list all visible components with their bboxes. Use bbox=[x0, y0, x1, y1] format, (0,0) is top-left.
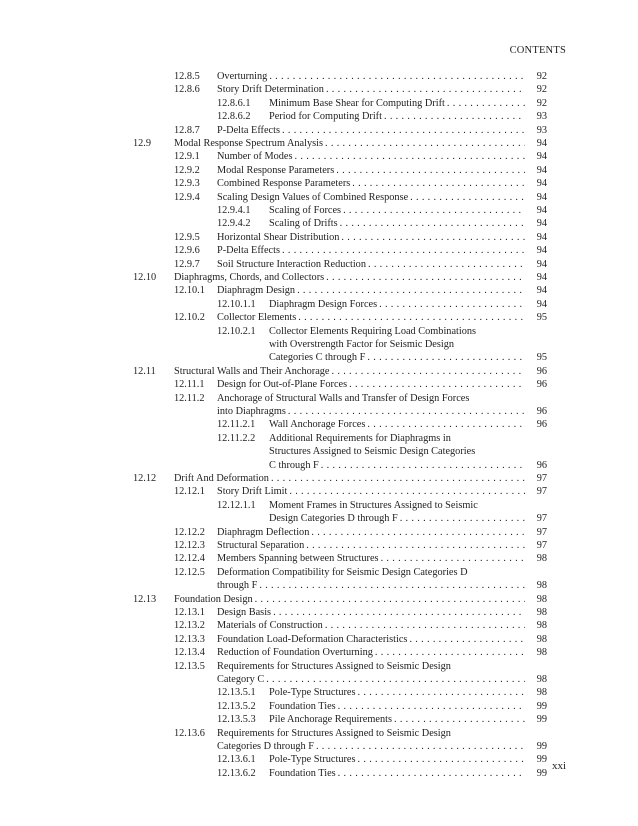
toc-line bbox=[0, 579, 638, 592]
leader-dots bbox=[338, 767, 525, 780]
leader-dots bbox=[332, 365, 526, 378]
toc-line bbox=[0, 459, 638, 472]
toc-entry-title: C through F . . . bbox=[269, 459, 525, 472]
leader-dots bbox=[282, 244, 525, 257]
toc-entry-title: into Diaphragms . . . bbox=[217, 405, 525, 418]
leader-dots bbox=[358, 686, 526, 699]
toc-line bbox=[0, 673, 638, 686]
leader-dots bbox=[338, 700, 525, 713]
toc-entry-title-line: Requirements for Structures Assigned to Seismic Design bbox=[217, 727, 451, 739]
leader-dots bbox=[394, 713, 525, 726]
toc-entry-page: 98 bbox=[536, 687, 547, 699]
toc-entry-title: Foundation Load-Deformation Characteristics . . . bbox=[217, 633, 525, 646]
leader-dots bbox=[379, 298, 525, 311]
toc-entry-title: Design Categories D through F . . . bbox=[269, 512, 525, 525]
toc-entry-title-line: Structures Assigned to Seismic Design Categories bbox=[269, 446, 476, 458]
toc-entry-title: Story Drift Limit . . . bbox=[217, 485, 525, 498]
leader-dots bbox=[368, 258, 525, 271]
toc-entry-title: Pile Anchorage Requirements . . . bbox=[269, 713, 525, 726]
toc-entry-title: Modal Response Spectrum Analysis . . . bbox=[174, 137, 525, 150]
toc-entry-number: 12.11.2 bbox=[174, 392, 205, 404]
leader-dots bbox=[410, 191, 525, 204]
leader-dots bbox=[282, 124, 525, 137]
toc-line bbox=[0, 83, 638, 96]
leader-dots bbox=[325, 137, 525, 150]
toc-entry-title: Diaphragm Deflection . . . bbox=[217, 526, 525, 539]
toc-entry-page: 97 bbox=[536, 473, 547, 484]
toc-entry-page: 94 bbox=[536, 245, 547, 257]
toc-entry-page: 94 bbox=[536, 191, 547, 203]
toc-entry-page: 94 bbox=[536, 151, 547, 163]
toc-entry-title: Diaphragm Design Forces . . . bbox=[269, 298, 525, 311]
toc-line bbox=[0, 392, 638, 405]
leader-dots bbox=[336, 164, 525, 177]
toc-entry-page: 98 bbox=[536, 607, 547, 618]
toc-entry-page: 97 bbox=[536, 526, 547, 538]
toc-entry-page: 94 bbox=[536, 272, 547, 283]
toc-entry-title-line: Collector Elements Requiring Load Combinations bbox=[269, 325, 477, 337]
toc-entry-title: Story Drift Determination . . . bbox=[217, 83, 525, 96]
toc-entry-title: Number of Modes . . . bbox=[217, 150, 525, 163]
toc-line bbox=[0, 365, 638, 378]
toc-entry-title: Foundation Ties . . . bbox=[269, 700, 525, 713]
toc-entry-number: 12.13 bbox=[133, 593, 157, 605]
toc-line bbox=[0, 646, 638, 659]
leader-dots bbox=[409, 633, 525, 646]
toc-line bbox=[0, 150, 638, 163]
toc-line bbox=[0, 700, 638, 713]
toc-entry-number: 12.13.5 bbox=[174, 660, 205, 672]
toc-entry-number: 12.9.6 bbox=[174, 245, 200, 257]
leader-dots bbox=[384, 110, 525, 123]
toc-entry-page: 94 bbox=[536, 178, 547, 190]
leader-dots bbox=[447, 97, 525, 110]
toc-line bbox=[0, 418, 638, 431]
toc-entry-number: 12.8.6.1 bbox=[217, 97, 251, 109]
leader-dots bbox=[269, 70, 525, 83]
leader-dots bbox=[326, 83, 525, 96]
toc-line bbox=[0, 124, 638, 137]
toc-entry-title: Horizontal Shear Distribution . . . bbox=[217, 231, 525, 244]
toc-line bbox=[0, 164, 638, 177]
toc-entry-page: 98 bbox=[536, 593, 547, 605]
toc-line bbox=[0, 499, 638, 512]
toc-line bbox=[0, 566, 638, 579]
toc-line bbox=[0, 686, 638, 699]
toc-entry-page: 99 bbox=[536, 754, 547, 766]
toc-line bbox=[0, 606, 638, 619]
toc-line bbox=[0, 231, 638, 244]
leader-dots bbox=[255, 593, 525, 606]
toc-entry-number: 12.12.2 bbox=[174, 526, 205, 538]
toc-entry-title-line: Requirements for Structures Assigned to Seismic Design bbox=[217, 660, 451, 672]
leader-dots bbox=[295, 150, 526, 163]
toc-entry-title: Diaphragm Design . . . bbox=[217, 284, 525, 297]
toc-line bbox=[0, 258, 638, 271]
toc-entry-number: 12.12.3 bbox=[174, 540, 205, 551]
toc-entry-title: Reduction of Foundation Overturning . . . bbox=[217, 646, 525, 659]
toc-entry-number: 12.11 bbox=[133, 365, 156, 377]
toc-line bbox=[0, 485, 638, 498]
toc-entry-title: Modal Response Parameters . . . bbox=[217, 164, 525, 177]
toc-line bbox=[0, 284, 638, 297]
toc-entry-title: Pole-Type Structures . . . bbox=[269, 686, 525, 699]
toc-entry-title: Design for Out-of-Plane Forces . . . bbox=[217, 378, 525, 391]
toc-entry-number: 12.12.1.1 bbox=[217, 499, 256, 511]
toc-entry-title: Drift And Deformation . . . bbox=[174, 472, 525, 485]
toc-entry-title: Pole-Type Structures . . . bbox=[269, 753, 525, 766]
toc-entry-number: 12.13.5.3 bbox=[217, 714, 256, 726]
toc-entry-number: 12.9.5 bbox=[174, 231, 200, 243]
toc-entry-page: 94 bbox=[536, 285, 547, 297]
toc-entry-title: Structural Separation . . . bbox=[217, 539, 525, 552]
toc-line bbox=[0, 660, 638, 673]
toc-line bbox=[0, 552, 638, 565]
toc-entry-number: 12.9.1 bbox=[174, 151, 200, 163]
toc-entry-number: 12.11.2.2 bbox=[217, 432, 256, 444]
toc-line bbox=[0, 351, 638, 364]
toc-entry-title: Foundation Design . . . bbox=[174, 593, 525, 606]
toc-line bbox=[0, 70, 638, 83]
toc-line bbox=[0, 217, 638, 230]
toc-entry-page: 94 bbox=[536, 218, 547, 230]
toc-entry-title: through F . . . bbox=[217, 579, 525, 592]
leader-dots bbox=[400, 512, 525, 525]
toc-entry-page: 99 bbox=[536, 714, 547, 726]
toc-entry-page: 94 bbox=[536, 138, 547, 149]
toc-entry-title-line: Additional Requirements for Diaphragms in bbox=[269, 432, 451, 444]
leader-dots bbox=[321, 459, 525, 472]
leader-dots bbox=[259, 579, 525, 592]
toc-line bbox=[0, 619, 638, 632]
toc-entry-number: 12.13.6.1 bbox=[217, 754, 256, 766]
toc-entry-title: Wall Anchorage Forces . . . bbox=[269, 418, 525, 431]
toc-line bbox=[0, 405, 638, 418]
toc-entry-title: Combined Response Parameters . . . bbox=[217, 177, 525, 190]
leader-dots bbox=[349, 378, 525, 391]
toc-entry-title: Materials of Construction . . . bbox=[217, 619, 525, 632]
toc-line bbox=[0, 110, 638, 123]
toc-line bbox=[0, 593, 638, 606]
toc-entry-page: 96 bbox=[536, 406, 547, 417]
toc-entry-page: 99 bbox=[536, 700, 547, 712]
toc-entry-title: P-Delta Effects . . . bbox=[217, 244, 525, 257]
toc-entry-number: 12.10.2 bbox=[174, 312, 205, 324]
toc-entry-page: 98 bbox=[536, 633, 547, 645]
toc-entry-title: Scaling of Forces . . . bbox=[269, 204, 525, 217]
toc-entry-title: Categories C through F . . . bbox=[269, 351, 525, 364]
toc-entry-number: 12.12.1 bbox=[174, 486, 205, 498]
toc-entry-page: 98 bbox=[536, 674, 547, 685]
leader-dots bbox=[375, 646, 525, 659]
leader-dots bbox=[273, 606, 525, 619]
toc-entry-number: 12.10.2.1 bbox=[217, 325, 256, 337]
leader-dots bbox=[352, 177, 525, 190]
toc-entry-page: 98 bbox=[536, 647, 547, 659]
toc-entry-title: Soil Structure Interaction Reduction . . . bbox=[217, 258, 525, 271]
toc-entry-number: 12.13.5.1 bbox=[217, 687, 256, 699]
toc-entry-page: 97 bbox=[536, 486, 547, 498]
toc-entry-number: 12.13.1 bbox=[174, 607, 205, 618]
toc-entry-page: 94 bbox=[536, 164, 547, 176]
toc-entry-page: 93 bbox=[536, 111, 547, 123]
toc-entry-title-line: with Overstrength Factor for Seismic Design bbox=[269, 339, 455, 350]
toc-entry-number: 12.12 bbox=[133, 473, 157, 484]
toc-line bbox=[0, 325, 638, 338]
toc-line bbox=[0, 378, 638, 391]
toc-line bbox=[0, 298, 638, 311]
toc-line bbox=[0, 204, 638, 217]
leader-dots bbox=[289, 485, 525, 498]
toc-entry-title-line: Anchorage of Structural Walls and Transfer of Design Forces bbox=[217, 392, 470, 404]
toc-entry-page: 94 bbox=[536, 258, 547, 270]
leader-dots bbox=[297, 284, 525, 297]
leader-dots bbox=[311, 526, 525, 539]
toc-entry-title: Categories D through F . . . bbox=[217, 740, 525, 753]
toc-entry-page: 96 bbox=[536, 459, 547, 471]
toc-line bbox=[0, 753, 638, 766]
toc-entry-page: 97 bbox=[536, 513, 547, 525]
toc-line bbox=[0, 767, 638, 780]
toc-entry-page: 93 bbox=[536, 124, 547, 136]
toc-line bbox=[0, 137, 638, 150]
toc-entry-page: 92 bbox=[536, 84, 547, 96]
toc-line bbox=[0, 191, 638, 204]
toc-entry-number: 12.9 bbox=[133, 138, 152, 149]
leader-dots bbox=[326, 271, 525, 284]
toc-line bbox=[0, 271, 638, 284]
leader-dots bbox=[288, 405, 525, 418]
toc-entry-number: 12.9.7 bbox=[174, 258, 200, 270]
toc-entry-number: 12.12.4 bbox=[174, 553, 205, 565]
toc-entry-number: 12.8.6 bbox=[174, 84, 200, 96]
toc-entry-number: 12.8.5 bbox=[174, 71, 200, 82]
toc-line bbox=[0, 177, 638, 190]
toc-line bbox=[0, 97, 638, 110]
leader-dots bbox=[316, 740, 525, 753]
leader-dots bbox=[367, 351, 525, 364]
toc-entry-number: 12.11.1 bbox=[174, 379, 205, 391]
leader-dots bbox=[298, 311, 525, 324]
leader-dots bbox=[306, 539, 525, 552]
toc-entry-number: 12.9.4.1 bbox=[217, 205, 251, 216]
toc-entry-page: 94 bbox=[536, 231, 547, 243]
toc-entry-number: 12.13.6.2 bbox=[217, 767, 256, 779]
toc-entry-title-line: Moment Frames in Structures Assigned to Seismic bbox=[269, 499, 478, 511]
toc-entry-page: 99 bbox=[536, 741, 547, 752]
toc-entry-page: 94 bbox=[536, 205, 547, 216]
toc-entry-title: Scaling Design Values of Combined Response . . . bbox=[217, 191, 525, 204]
leader-dots bbox=[358, 753, 526, 766]
toc-entry-number: 12.10.1.1 bbox=[217, 298, 256, 310]
leader-dots bbox=[340, 217, 525, 230]
toc-line bbox=[0, 338, 638, 351]
toc-line bbox=[0, 633, 638, 646]
toc-line bbox=[0, 539, 638, 552]
toc-entry-title: Design Basis . . . bbox=[217, 606, 525, 619]
toc-entry-page: 99 bbox=[536, 767, 547, 779]
toc-entry-number: 12.13.4 bbox=[174, 647, 205, 659]
toc-entry-number: 12.12.5 bbox=[174, 566, 205, 578]
toc-entry-number: 12.9.3 bbox=[174, 178, 200, 190]
toc-entry-title: Structural Walls and Their Anchorage . . . bbox=[174, 365, 525, 378]
toc-entry-number: 12.9.4.2 bbox=[217, 218, 251, 230]
leader-dots bbox=[381, 552, 525, 565]
toc-entry-title: Minimum Base Shear for Computing Drift . . . bbox=[269, 97, 525, 110]
toc-line bbox=[0, 472, 638, 485]
toc-entry-number: 12.13.5.2 bbox=[217, 700, 256, 712]
toc-entry-title: P-Delta Effects . . . bbox=[217, 124, 525, 137]
leader-dots bbox=[367, 418, 525, 431]
page-number: xxi bbox=[551, 760, 566, 772]
toc-entry-number: 12.8.6.2 bbox=[217, 111, 251, 123]
toc-entry-number: 12.10 bbox=[133, 272, 157, 283]
toc-entry-title: Diaphragms, Chords, and Collectors . . . bbox=[174, 271, 525, 284]
toc-entry-page: 96 bbox=[536, 419, 547, 431]
toc-line bbox=[0, 244, 638, 257]
toc-entry-number: 12.13.2 bbox=[174, 620, 205, 632]
toc-entry-number: 12.8.7 bbox=[174, 124, 200, 136]
toc-entry-page: 92 bbox=[536, 97, 547, 109]
toc-entry-title: Category C . . . bbox=[217, 673, 525, 686]
toc-entry-page: 98 bbox=[536, 620, 547, 632]
toc-entry-page: 96 bbox=[536, 379, 547, 391]
leader-dots bbox=[266, 673, 525, 686]
toc-entry-title: Members Spanning between Structures . . . bbox=[217, 552, 525, 565]
toc-entry-title: Collector Elements . . . bbox=[217, 311, 525, 324]
toc-line bbox=[0, 740, 638, 753]
toc-entry-page: 97 bbox=[536, 540, 547, 551]
toc-line bbox=[0, 713, 638, 726]
toc-entry-title-line: Deformation Compatibility for Seismic Design Categories D bbox=[217, 566, 468, 578]
toc-entry-title: Period for Computing Drift . . . bbox=[269, 110, 525, 123]
toc-entry-number: 12.13.6 bbox=[174, 727, 205, 739]
leader-dots bbox=[341, 231, 525, 244]
toc-line bbox=[0, 526, 638, 539]
toc-entry-page: 95 bbox=[536, 312, 547, 324]
toc-entry-page: 98 bbox=[536, 580, 547, 592]
toc-entry-title: Scaling of Drifts . . . bbox=[269, 217, 525, 230]
toc-entry-title: Foundation Ties . . . bbox=[269, 767, 525, 780]
toc-entry-number: 12.10.1 bbox=[174, 285, 205, 297]
leader-dots bbox=[325, 619, 525, 632]
toc-line bbox=[0, 512, 638, 525]
toc-line bbox=[0, 432, 638, 445]
toc-entry-page: 94 bbox=[536, 298, 547, 310]
leader-dots bbox=[271, 472, 525, 485]
leader-dots bbox=[343, 204, 525, 217]
toc-entry-page: 98 bbox=[536, 553, 547, 565]
toc-line bbox=[0, 311, 638, 324]
toc-line bbox=[0, 445, 638, 458]
toc-entry-page: 96 bbox=[536, 365, 547, 377]
toc-entry-title: Overturning . . . bbox=[217, 70, 525, 83]
running-header: CONTENTS bbox=[509, 45, 566, 56]
toc-entry-page: 92 bbox=[536, 71, 547, 82]
toc-entry-number: 12.9.2 bbox=[174, 164, 200, 176]
toc-entry-number: 12.13.3 bbox=[174, 633, 205, 645]
toc-entry-number: 12.9.4 bbox=[174, 191, 200, 203]
toc-entry-page: 95 bbox=[536, 352, 547, 364]
toc-entry-number: 12.11.2.1 bbox=[217, 419, 256, 431]
toc-line bbox=[0, 727, 638, 740]
